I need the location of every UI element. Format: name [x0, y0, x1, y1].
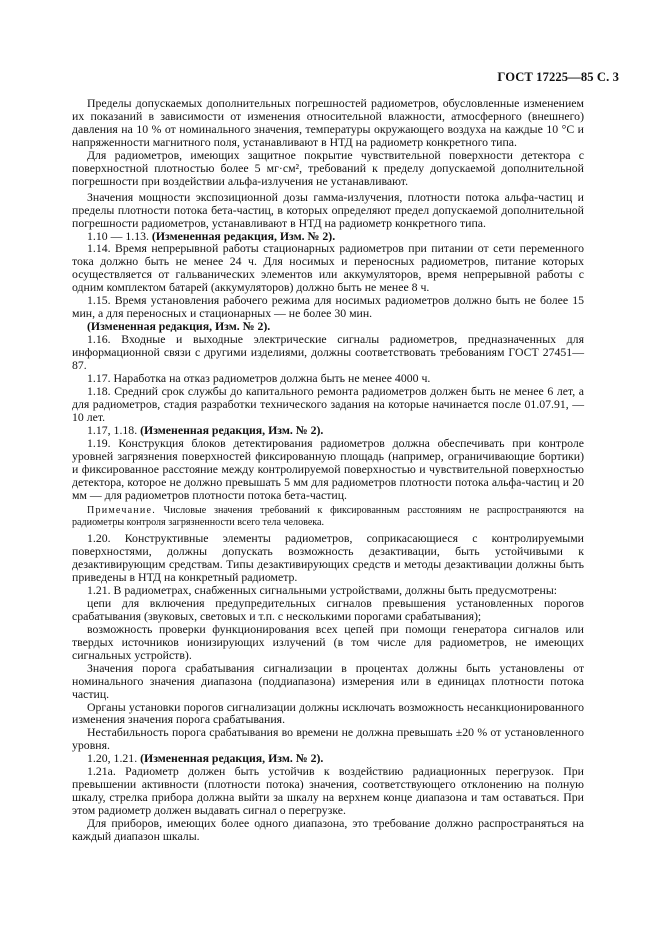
amendment-clauses: 1.17, 1.18.: [87, 422, 141, 437]
page-header: ГОСТ 17225—85 С. 3: [497, 70, 619, 84]
amendment-label: (Измененная редакция, Изм. № 2).: [140, 751, 324, 766]
amendment-label: (Измененная редакция, Изм. № 2).: [87, 319, 271, 334]
paragraph: 1.15. Время установления рабочего режима для носимых радиометров должно быть не более 15 мин, а для переносных и стационарных — не более 30 мин.: [72, 293, 584, 321]
amendment-label: (Измененная редакция, Изм. № 2).: [140, 422, 324, 437]
paragraph: Пределы допускаемых дополнительных погрешностей радиометров, обусловленные изменением их показаний в зависимости от изменения относительной влажности, атмосферного (внешнего) давления на 10 % от номинального значения, температуры окружающего воздуха на каждые 10 °С и напряженности магнитного поля, устанавливают в НТД на радиометр конкретного типа.: [72, 96, 584, 149]
paragraph: цепи для включения предупредительных сигналов превышения установленных порогов срабатывания (звуковых, световых и т.п. с несколькими порогами срабатывания);: [72, 595, 584, 623]
paragraph: Органы установки порогов сигнализации должны исключать возможность несанкционированного изменения значения порога срабатывания.: [72, 699, 584, 727]
amendment-note: [72, 424, 584, 437]
paragraph: 1.18. Средний срок службы до капитального ремонта радиометров должен быть не менее 6 лет, а для радиометров, стадия разработки технического задания на которые начинается после 01.07.91, — 10 лет.: [72, 383, 584, 424]
paragraph: 1.21. В радиометрах, снабженных сигнальными устройствами, должны быть предусмотрены:: [87, 582, 558, 597]
paragraph: Для приборов, имеющих более одного диапазона, это требование должно распространяться на каждый диапазон шкалы.: [72, 816, 584, 844]
paragraph: 1.20. Конструктивные элементы радиометров, соприкасающиеся с контролируемыми поверхностями, должны допускать возможность дезактивации, быть устойчивыми к дезактивирующим средствам. Типы дезактивирующих средств и методы дезактивации должны быть приведены в НТД на конкретный радиометр.: [72, 531, 584, 584]
paragraph: 1.16. Входные и выходные электрические сигналы радиометров, предназначенных для информационной связи с другими изделиями, должны соответствовать требованиям ГОСТ 27451—87.: [72, 332, 584, 373]
note-label: Примечание.: [87, 504, 156, 516]
paragraph: Значения порога срабатывания сигнализации в процентах должны быть установлены от номинального значения диапазона (поддиапазона) измерения или в единицах плотности потока частиц.: [72, 660, 584, 701]
paragraph: 1.21а. Радиометр должен быть устойчив к воздействию радиационных перегрузок. При превышении активности (плотности потока) значения, соответствующего отклонению на полную шкалу, стрелка прибора должна выйти за шкалу на верхнем конце диапазона и там оставаться. При этом радиометр должен выдавать сигнал о перегрузке.: [72, 764, 584, 818]
amendment-clauses: 1.20, 1.21.: [87, 751, 141, 766]
paragraph: Нестабильность порога срабатывания во времени не должна превышать ±20 % от установленного уровня.: [72, 725, 584, 753]
paragraph: 1.14. Время непрерывной работы стационарных радиометров при питании от сети переменного тока должно быть не менее 24 ч. Для носимых и переносных радиометров, питание которых осуществляется от гальванических элементов или аккумуляторов, время непрерывной работы с одним комплектом батарей (аккумуляторов) должно быть не менее 8 ч.: [72, 241, 584, 295]
paragraph: 1.19. Конструкция блоков детектирования радиометров должна обеспечивать при контроле уровней загрязнения поверхностей фиксированную площадь (например, ограничивающие бортики) и фиксированное расстояние между контролируемой поверхностью и чувствительной поверхностью детектора, которое не должно превышать 5 мм для радиометров плотности потока альфа-частиц и 20 мм — для радиометров плотности потока бета-частиц.: [72, 435, 584, 502]
amendment-clauses: 1.10 — 1.13.: [87, 228, 152, 243]
paragraph: возможность проверки функционирования всех цепей при помощи генератора сигналов или твердых источников ионизирующих излучений (в том числе для радиометров, не имеющих сигнальных устройств).: [72, 621, 584, 662]
paragraph: Значения мощности экспозиционной дозы гамма-излучения, плотности потока альфа-частиц и пределы плотности потока бета-частиц, в которых определяют предел допускаемой дополнительной погрешности радиометров, устанавливают в НТД на радиометр конкретного типа.: [72, 189, 584, 230]
note: [72, 505, 584, 530]
amendment-label: (Измененная редакция, Изм. № 2).: [151, 228, 336, 243]
paragraph: 1.17. Наработка на отказ радиометров должна быть не менее 4000 ч.: [87, 371, 431, 386]
paragraph: Для радиометров, имеющих защитное покрытие чувствительной поверхности детектора с поверхностной плотностью более 5 мг·см², требований к пределу допускаемой дополнительной погрешности при воздействии альфа-излучения не устанавливают.: [72, 147, 584, 188]
document-body: [72, 97, 584, 843]
note-text: Числовые значения требований к фиксированным расстояниям не распространяются на радиометры контроля загрязненности всего тела человека.: [72, 504, 584, 528]
